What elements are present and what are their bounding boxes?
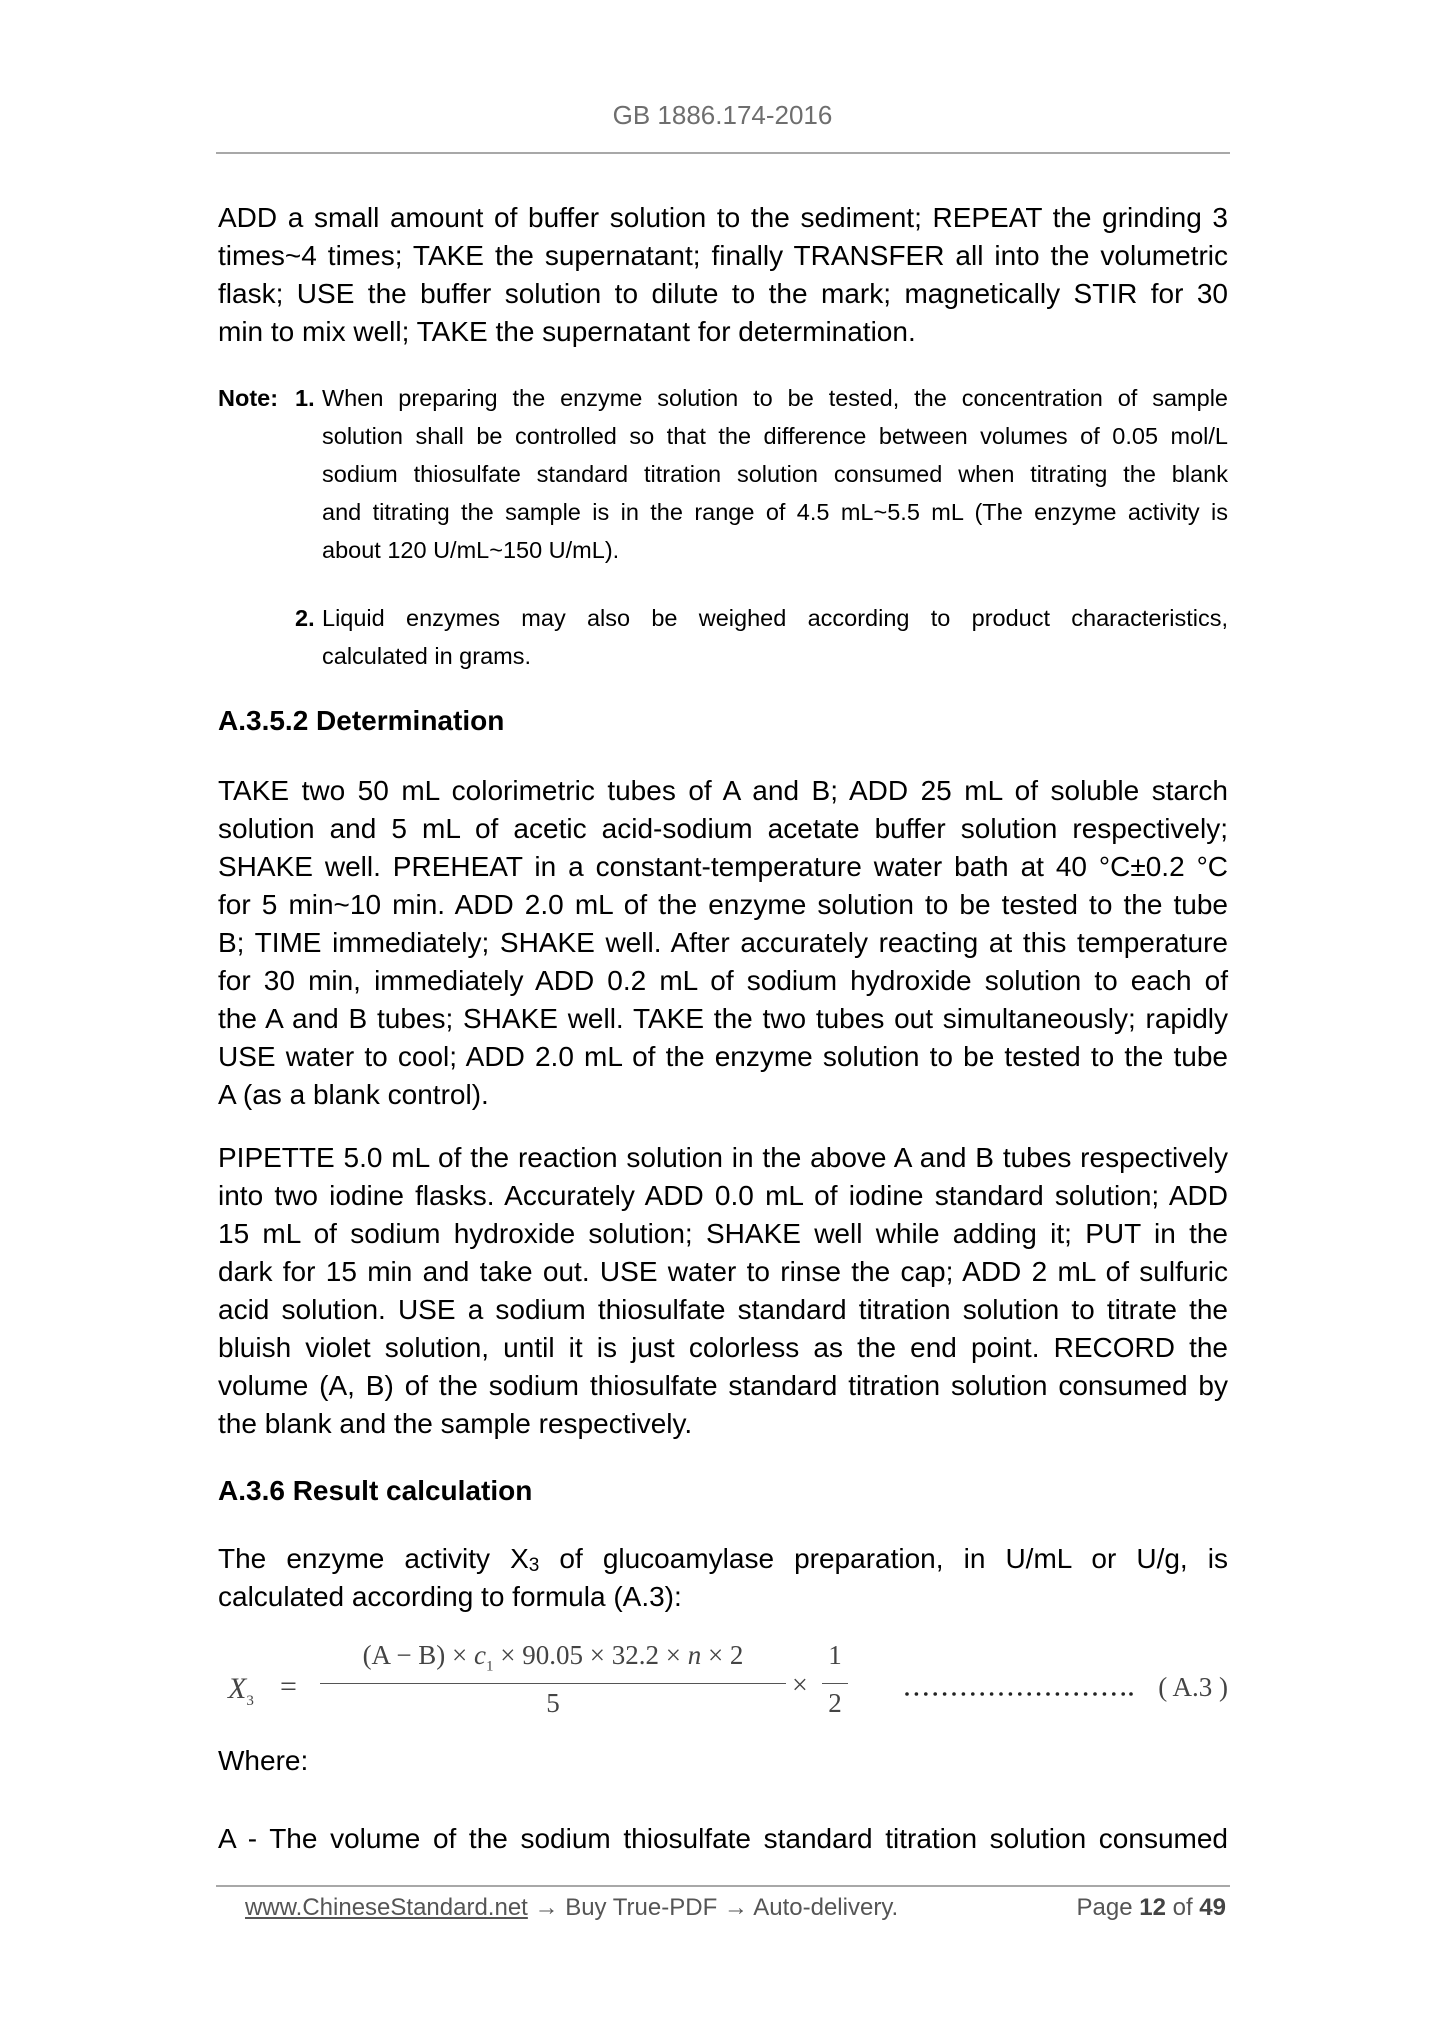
where-label-block bbox=[218, 1742, 1228, 1780]
section-heading-result-calculation: A.3.6 Result calculation bbox=[218, 1475, 533, 1506]
page-indicator: Page 12 of 49 bbox=[1076, 1894, 1226, 1921]
text-line: acid solution. USE a sodium thiosulfate standard titration solution to titrate the bbox=[218, 1294, 1228, 1325]
arrow-right-icon: → bbox=[723, 1894, 748, 1921]
note-number-1: 1. bbox=[295, 385, 315, 411]
document-code-header: GB 1886.174-2016 bbox=[612, 100, 833, 130]
text-line: ADD a small amount of buffer solution to the sediment; REPEAT the grinding 3 bbox=[218, 202, 1228, 233]
text-line: about 120 U/mL~150 U/mL). bbox=[322, 537, 620, 563]
section-heading-determination: A.3.5.2 Determination bbox=[218, 705, 505, 736]
text-line: Liquid enzymes may also be weighed according to product characteristics, bbox=[322, 605, 1228, 631]
buy-true-pdf-text: Buy True-PDF bbox=[565, 1894, 718, 1921]
text-line: bluish violet solution, until it is just colorless as the end point. RECORD the bbox=[218, 1332, 1228, 1363]
formula-lhs: $X_3$ bbox=[228, 1672, 254, 1709]
determination-paragraph-2 bbox=[218, 1139, 1228, 1443]
formula-times: × bbox=[792, 1670, 808, 1701]
text-line: and titrating the sample is in the range of 4.5 mL~5.5 mL (The enzyme activity is bbox=[322, 499, 1228, 525]
text-line: When preparing the enzyme solution to be tested, the concentration of sample bbox=[322, 385, 1228, 411]
text-line: min to mix well; TAKE the supernatant for determination. bbox=[218, 316, 916, 347]
text-line: the blank and the sample respectively. bbox=[218, 1408, 693, 1439]
intro-paragraph bbox=[218, 199, 1228, 351]
note-label: Note: bbox=[218, 385, 279, 411]
text-line: for 5 min~10 min. ADD 2.0 mL of the enzyme solution to be tested to the tube bbox=[218, 889, 1228, 920]
note-item-1 bbox=[322, 379, 1228, 569]
auto-delivery-text: Auto-delivery. bbox=[753, 1894, 899, 1921]
text-line: USE water to cool; ADD 2.0 mL of the enzyme solution to be tested to the tube bbox=[218, 1041, 1228, 1072]
formula-half-denominator: 2 bbox=[828, 1688, 842, 1718]
total-page-count: 49 bbox=[1199, 1894, 1226, 1921]
text-line: times~4 times; TAKE the supernatant; finally TRANSFER all into the volumetric bbox=[218, 240, 1228, 271]
header-rule bbox=[216, 152, 1230, 154]
text-line: 15 mL of sodium hydroxide solution; SHAKE well while adding it; PUT in the bbox=[218, 1218, 1228, 1249]
text-line: for 30 min, immediately ADD 0.2 mL of sodium hydroxide solution to each of bbox=[218, 965, 1228, 996]
website-link[interactable]: www.ChineseStandard.net bbox=[245, 1894, 528, 1921]
arrow-right-icon: → bbox=[534, 1894, 559, 1921]
text-line: A (as a blank control). bbox=[218, 1079, 489, 1110]
footer-promo bbox=[245, 1893, 898, 1923]
definition-item-a: A - The volume of the sodium thiosulfate standard titration solution consumed bbox=[218, 1823, 1228, 1854]
formula-fraction-bar bbox=[320, 1683, 786, 1684]
formula-numerator: $(A - B) \times c_1 \times 90.05 \times 32.2 \times n \times 2$ bbox=[362, 1640, 744, 1675]
result-intro-paragraph bbox=[218, 1540, 1228, 1616]
formula-leader-dots bbox=[905, 1672, 1133, 1702]
definitions-list bbox=[218, 1820, 1228, 1858]
text-line: B; TIME immediately; SHAKE well. After accurately reacting at this temperature bbox=[218, 927, 1228, 958]
text-line: dark for 15 min and take out. USE water to rinse the cap; ADD 2 mL of sulfuric bbox=[218, 1256, 1228, 1287]
text-line: SHAKE well. PREHEAT in a constant-temperature water bath at 40 °C±0.2 °C bbox=[218, 851, 1228, 882]
formula-half-bar bbox=[822, 1683, 848, 1684]
formula-half-numerator: 1 bbox=[828, 1640, 842, 1670]
text-line: sodium thiosulfate standard titration solution consumed when titrating the blank bbox=[322, 461, 1228, 487]
leader-dots-graphic bbox=[905, 1672, 1133, 1702]
note-number-2: 2. bbox=[295, 605, 315, 631]
text-line: solution and 5 mL of acetic acid-sodium acetate buffer solution respectively; bbox=[218, 813, 1228, 844]
current-page-number: 12 bbox=[1139, 1894, 1166, 1921]
text-line: calculated according to formula (A.3): bbox=[218, 1581, 682, 1612]
where-label: Where: bbox=[218, 1745, 309, 1776]
text-line: flask; USE the buffer solution to dilute to the mark; magnetically STIR for 30 bbox=[218, 278, 1228, 309]
formula-denominator: 5 bbox=[546, 1688, 560, 1718]
determination-paragraph-1 bbox=[218, 772, 1228, 1114]
text-line: calculated in grams. bbox=[322, 643, 531, 669]
footer-rule bbox=[216, 1885, 1230, 1887]
text-line: The enzyme activity $X_3$ of glucoamylase preparation, in U/mL or U/g, is bbox=[218, 1543, 1228, 1576]
text-line: PIPETTE 5.0 mL of the reaction solution in the above A and B tubes respectively bbox=[218, 1142, 1228, 1173]
text-line: into two iodine flasks. Accurately ADD 0.0 mL of iodine standard solution; ADD bbox=[218, 1180, 1228, 1211]
text-line: solution shall be controlled so that the difference between volumes of 0.05 mol/L bbox=[322, 423, 1228, 449]
text-line: volume (A, B) of the sodium thiosulfate standard titration solution consumed by bbox=[218, 1370, 1228, 1401]
text-line: TAKE two 50 mL colorimetric tubes of A and B; ADD 25 mL of soluble starch bbox=[218, 775, 1228, 806]
formula-number-label: ( A.3 ) bbox=[1158, 1672, 1228, 1702]
note-item-2 bbox=[322, 599, 1228, 675]
formula-equals: = bbox=[280, 1670, 297, 1703]
text-line: the A and B tubes; SHAKE well. TAKE the two tubes out simultaneously; rapidly bbox=[218, 1003, 1228, 1034]
